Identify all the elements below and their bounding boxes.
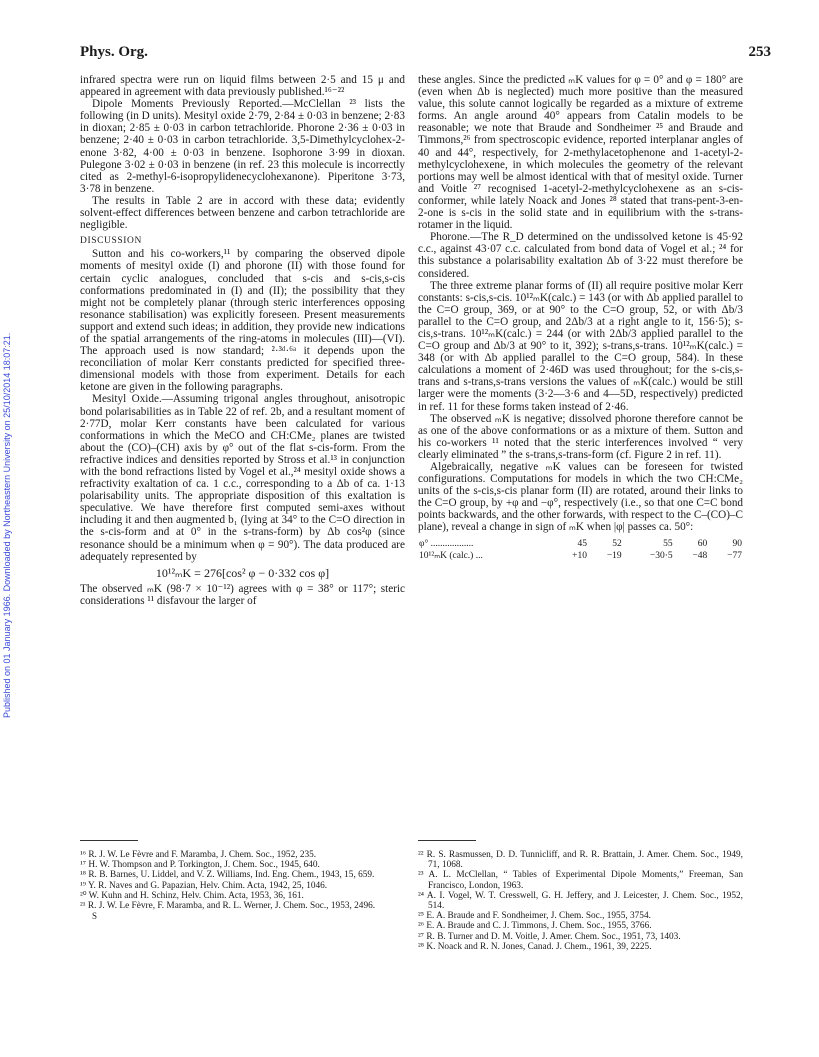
paragraph: Sutton and his co-workers,¹¹ by comparing the observed dipole moments of mesityl oxide (I) and phorone (II) with those found for certain cyclic analogues, concluded that s-cis and s-cis,s-cis conformations predominated in (I) and (II); the possibility that they might not be completely planar (through steric interferences opposing resonance stabilisation) was explicitly foreseen. Present measurements support and extend such ideas; in addition, they provide new indications of the spatial arrangements of the ring-atoms in molecules (III)—(VI). The approach used is now standard; ²·³ᵈ·⁶ᵃ it depends upon the reconciliation of molar Kerr constants predicted for specified three-dimensional models with those from experiment. Details for each ketone are given in the following paragraphs. — [80, 248, 405, 394]
paragraph: infrared spectra were run on liquid films between 2·5 and 15 μ and appeared in agreement with data previously published.¹⁶⁻²² — [80, 74, 405, 99]
footnote: ²³ A. L. McClellan, “ Tables of Experimental Dipole Moments,” Freeman, San Francisco, London, 1963. — [418, 870, 743, 891]
footnote: ²⁴ A. I. Vogel, W. T. Cresswell, G. H. Jeffery, and J. Leicester, J. Chem. Soc., 1952, 514. — [418, 890, 743, 912]
paragraph: The three extreme planar forms of (II) all require positive molar Kerr constants: s-cis,s-cis. 10¹²ₘK(calc.) = 143 (or with Δb applied parallel to the C=O group, 369, or at 90° to the C=O group, 52, or with Δb/3 parallel to the C=O group, and 2Δb/3 at a right angle to it, 156·5); s-cis,s-trans. 10¹²ₘK(calc.) = 244 (or with 2Δb/3 applied parallel to the C=O group and Δb/3 at 90° to it, 392); s-trans,s-trans. 10¹²ₘK(calc.) = 348 (or with Δb applied parallel to the C=O group, 584). In these calculations a moment of 2·46D was used throughout; for the s-cis,s-trans and s-trans,s-trans versions the values of ₘK(calc.) would be still larger were the moments (3·2—3·6 and 4—5D, respectively) predicted in ref. 11 for these forms taken instead of 2·46. — [418, 279, 743, 413]
signature-mark: S — [92, 911, 98, 922]
table-cell: 90 — [732, 538, 742, 549]
footnote: ²⁵ E. A. Braude and F. Sondheimer, J. Chem. Soc., 1955, 3754. — [418, 911, 651, 922]
footnote: ¹⁸ R. B. Barnes, U. Liddel, and V. Z. Williams, Ind. Eng. Chem., 1943, 15, 659. — [80, 870, 375, 881]
footnote: ²² R. S. Rasmussen, D. D. Tunnicliff, and R. R. Brattain, J. Amer. Chem. Soc., 1949, 71, 1068. — [418, 850, 743, 871]
footnote: ²⁶ E. A. Braude and C. J. Timmons, J. Chem. Soc., 1955, 3766. — [418, 921, 652, 932]
table-cell: 60 — [697, 538, 708, 549]
footnote: ¹⁶ R. J. W. Le Fèvre and F. Maramba, J. Chem. Soc., 1952, 235. — [80, 850, 317, 860]
footnote-rule-right — [418, 840, 476, 841]
paragraph: Mesityl Oxide.—Assuming trigonal angles throughout, anisotropic bond polarisabilities as in Table 22 of ref. 2b, and a resultant moment of 2·77D, molar Kerr constants have been calculated for various conformations in which the MeCO and CH:CMe₂ planes are twisted about the (CO)–(CH) axis by φ° out of the flat s-cis-form. From the refractive indices and densities reported by Stross et al.¹³ in conjunction with the bond refractions listed by Vogel et al.,²⁴ mesityl oxide shows a refractivity exaltation of ca. 1 c.c., corresponding to a Δb of ca. 1·13 polarisability units. The appropriate disposition of this exaltation is speculative. We have therefore first computed semi-axes without including it and then augmented b₁ (lying at 34° to the C=O direction in the s-cis-form and at 0° in the s-trans-form) by Δb cos²φ (since resonance should be a minimum when φ = 90°). The data produced are adequately represented by — [80, 393, 405, 563]
footnote: ¹⁹ Y. R. Naves and G. Papazian, Helv. Chim. Acta, 1942, 25, 1046. — [80, 880, 328, 891]
paragraph: Dipole Moments Previously Reported.—McClellan ²³ lists the following (in D units). Mesityl oxide 2·79, 2·84 ± 0·03 in benzene; 2·83 in dioxan; 2·85 ± 0·03 in carbon tetrachloride. Phorone 2·36 ± 0·03 in benzene; 2·40 ± 0·03 in carbon tetrachloride. 3,5-Dimethylcyclohex-2-enone 3·82, 4·00 ± 0·03 in benzene. Isophorone 3·99 in dioxan. Pulegone 3·02 ± 0·03 in benzene (in ref. 23 this molecule is incorrectly cited as 2-methyl-6-isopropylidenecyclohexanone). Piperitone 3·73, 3·78 in benzene. — [80, 98, 405, 195]
download-watermark: Published on 01 January 1966. Downloaded by Northeastern University on 25/10/2014 18:07:21. — [2, 332, 12, 718]
footnote: ²¹ R. J. W. Le Fèvre, F. Maramba, and R. L. Werner, J. Chem. Soc., 1953, 2496. — [80, 901, 376, 912]
footnotes-right — [418, 850, 743, 952]
paragraph: The observed ₘK (98·7 × 10⁻¹²) agrees with φ = 38° or 117°; steric considerations ¹¹ disfavour the larger of — [80, 582, 405, 607]
paragraph: Algebraically, negative ₘK values can be foreseen for twisted configurations. Computations for models in which the two CH:CMe₂ units of the s-cis,s-cis planar form (II) are rotated, around their links to the C=O group, by +φ and −φ°, respectively (i.e., so that one C=C bond points backwards, and the other forwards, with respect to the C–(CO)–C plane), reveal a change in sign of ₘK when |φ| passes ca. 50°: — [418, 461, 743, 534]
page-number: 253 — [748, 44, 771, 60]
phi-kerr-table — [418, 538, 743, 562]
table-cell: 52 — [612, 538, 622, 549]
table-cell: +10 — [572, 550, 588, 561]
table-row — [418, 550, 743, 562]
row-label: 10¹²ₘK (calc.) ... — [419, 550, 483, 561]
table-cell: −30·5 — [649, 550, 673, 561]
paragraph: Phorone.—The R_D determined on the undissolved ketone is 45·92 c.c., against 43·07 c.c. calculated from bond data of Vogel et al.; ²⁴ for this substance a polarisability exaltation Δb of 3·22 must therefore be considered. — [418, 231, 743, 280]
table-cell: 45 — [577, 538, 588, 549]
section-heading: DISCUSSION — [80, 236, 142, 247]
paragraph: The observed ₘK is negative; dissolved phorone therefore cannot be as one of the above conformations or as a mixture of them. Sutton and his co-workers ¹¹ noted that the steric interferences involved “ very clearly eliminated ” the s-trans,s-trans-form (cf. Figure 2 in ref. 11). — [418, 412, 743, 461]
footnotes-left — [80, 850, 405, 921]
footnote: ²⁰ W. Kuhn and H. Schinz, Helv. Chim. Acta, 1953, 36, 161. — [80, 890, 304, 901]
table-row — [418, 538, 743, 550]
row-label: φ° .................. — [419, 538, 474, 549]
footnote-rule-left — [80, 840, 138, 841]
footnote: ²⁷ R. B. Turner and D. M. Voitle, J. Amer. Chem. Soc., 1951, 73, 1403. — [418, 931, 681, 942]
paragraph: these angles. Since the predicted ₘK values for φ = 0° and φ = 180° are (even when Δb is neglected) much more positive than the measured value, this solute cannot logically be regarded as a mixture of extreme forms. An angle around 40° appears from Catalin models to be reasonable; we note that Braude and Sondheimer ²⁵ and Braude and Timmons,²⁶ from spectroscopic evidence, reported interplanar angles of 40 and 44°, respectively, for 2-methylacetophenone and 1-acetyl-2-methylcyclohexene, in which molecules the geometry of the relevant portions may well be almost identical with that of mesityl oxide. Turner and Voitle ²⁷ recognised 1-acetyl-2-methylcyclohexene as an s-cis-conformer, while lately Noack and Jones ²⁸ stated that trans-pent-3-en-2-one is s-cis in the solid state and in equilibrium with the s-trans-rotamer in the liquid. — [418, 74, 743, 232]
table-cell: −77 — [727, 550, 742, 561]
equation: 10¹²ₘK = 276[cos² φ − 0·332 cos φ] — [155, 565, 330, 580]
paragraph: The results in Table 2 are in accord with these data; evidently solvent-effect differences between benzene and carbon tetrachloride are negligible. — [80, 194, 405, 232]
footnote: ¹⁷ H. W. Thompson and P. Torkington, J. Chem. Soc., 1945, 640. — [80, 860, 320, 871]
right-text-column — [418, 74, 743, 562]
left-text-column — [80, 74, 405, 607]
table-cell: −48 — [692, 550, 708, 561]
table-cell: −19 — [606, 550, 622, 561]
journal-name: Phys. Org. — [80, 44, 148, 60]
table-cell: 55 — [663, 538, 673, 549]
footnote: ²⁸ K. Noack and R. N. Jones, Canad. J. Chem., 1961, 39, 2225. — [418, 941, 652, 952]
